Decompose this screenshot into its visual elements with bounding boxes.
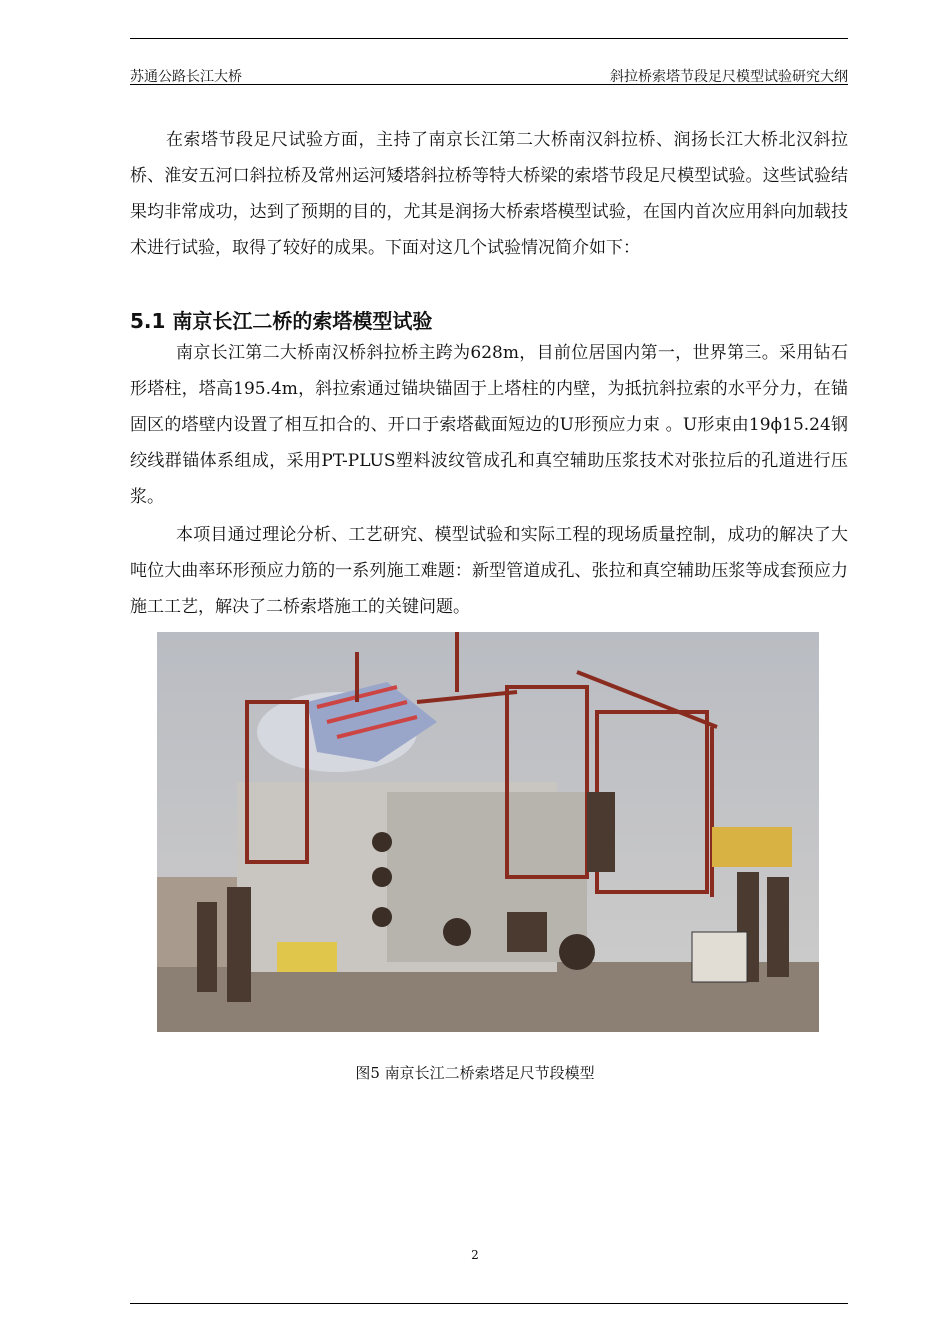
header-project-title: 苏通公路长江大桥 bbox=[130, 69, 242, 85]
section-heading: 5.1 南京长江二桥的索塔模型试验 bbox=[130, 309, 433, 333]
header-bottom-rule bbox=[130, 84, 848, 85]
bridge-description-paragraph: 南京长江第二大桥南汉桥斜拉桥主跨为628m，目前位居国内第一，世界第三。采用钻石形塔柱，塔高195.4m，斜拉索通过锚块锚固于上塔柱的内壁，为抵抗斜拉索的水平分力，在锚固区的塔壁内设置了相互扣合的、开口于索塔截面短边的U形预应力束 。U形束由19ϕ15.24钢绞线群锚体系组成，采用PT-PLUS塑料波纹管成孔和真空辅助压浆技术对张拉后的孔道进行压浆。 bbox=[130, 343, 848, 507]
header-document-title: 斜拉桥索塔节段足尺模型试验研究大纲 bbox=[610, 69, 848, 85]
project-summary-paragraph: 本项目通过理论分析、工艺研究、模型试验和实际工程的现场质量控制，成功的解决了大吨位大曲率环形预应力筋的一系列施工难题：新型管道成孔、张拉和真空辅助压浆等成套预应力施工工艺，解决了二桥索塔施工的关键问题。 bbox=[130, 525, 848, 617]
page-number: 2 bbox=[471, 1248, 479, 1262]
tower-model-photo bbox=[157, 632, 819, 1032]
footer-rule bbox=[130, 1303, 848, 1304]
intro-paragraph: 在索塔节段足尺试验方面，主持了南京长江第二大桥南汉斜拉桥、润扬长江大桥北汉斜拉桥、淮安五河口斜拉桥及常州运河矮塔斜拉桥等特大桥梁的索塔节段足尺模型试验。这些试验结果均非常成功，达到了预期的目的，尤其是润扬大桥索塔模型试验，在国内首次应用斜向加载技术进行试验，取得了较好的成果。下面对这几个试验情况简介如下： bbox=[130, 130, 848, 258]
header-top-rule bbox=[130, 38, 848, 39]
figure-caption: 图5 南京长江二桥索塔足尺节段模型 bbox=[355, 1064, 595, 1082]
